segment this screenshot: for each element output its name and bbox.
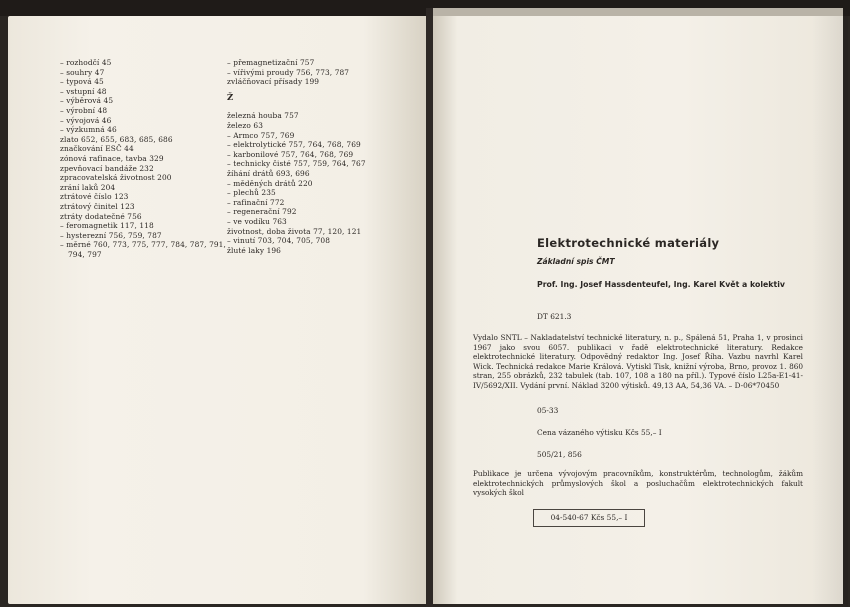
index-entry: – vířivými proudy 756, 773, 787 (227, 67, 350, 77)
index-entry: 794, 797 (68, 249, 102, 259)
index-entry: – přemagnetizační 757 (227, 58, 315, 67)
catalog-code: 05-33 (537, 406, 559, 415)
index-entry: – ve vodíku 763 (227, 216, 287, 226)
index-entry: značkování ESČ 44 (60, 144, 134, 154)
price-line: Cena vázaného výtisku Kčs 55,– I (537, 428, 662, 437)
book-gutter (426, 8, 433, 607)
index-group-zh (227, 111, 412, 255)
index-group-z (227, 58, 412, 87)
index-entry: – souhry 47 (60, 67, 105, 77)
index-entry: životnost, doba života 77, 120, 121 (227, 226, 362, 236)
index-entry: zpevňovací bandáže 232 (60, 163, 154, 173)
imprint-paragraph: Vydalo SNTL – Nakladatelství technické literatury, n. p., Spálená 51, Praha 1, v prosinci 1967 jako svou 6057. publikaci v řadě elektrotechnické literatury. Redakce elektrotechnické literatury. Odpovědný redaktor Ing. Josef Říha. Vazbu navrhl Karel Wick. Technická redakce Marie Králová. Vytiskl Tisk, knižní výroba, Brno, provoz 1. 860 stran, 255 obrázků, 232 tabulek (tab. 107, 108 a 180 na příl.). Typové číslo L25a-E1-41-IV/5692/XII. Vydání první. Náklad 3200 výtisků. 49,13 AA, 54,36 VA. – D-06*70450 (473, 333, 803, 390)
index-entry: – výzkumná 46 (60, 125, 117, 135)
index-entry: – feromagnetik 117, 118 (60, 221, 154, 231)
index-entry: ztráty dodatečné 756 (60, 211, 142, 221)
index-entry: železná houba 757 (227, 111, 299, 121)
index-entry: – technicky čisté 757, 759, 764, 767 (227, 159, 366, 169)
index-section-letter: Ž (227, 92, 234, 103)
price-box: 04-540-67 Kčs 55,– I (533, 509, 645, 527)
index-entry: – karbonilové 757, 764, 768, 769 (227, 149, 354, 159)
index-entry: zlato 652, 655, 683, 685, 686 (60, 134, 173, 144)
audience-paragraph: Publikace je určena vývojovým pracovníkům, konstruktérům, technologům, žákům elektrotechnických průmyslových škol a posluchačům elektrotechnických fakult vysokých škol (473, 469, 803, 497)
index-entry: – rozhodčí 45 (60, 58, 112, 67)
book-subtitle: Základní spis ČMT (537, 257, 615, 266)
index-entry: žluté laky 196 (227, 245, 281, 255)
dt-classification: DT 621.3 (537, 312, 572, 321)
index-entry: – regenerační 792 (227, 207, 297, 217)
page-edge-shadow (812, 16, 848, 607)
index-entry: ztrátový činitel 123 (60, 201, 135, 211)
index-entry: žíhání drátů 693, 696 (227, 168, 310, 178)
book-title: Elektrotechnické materiály (537, 236, 720, 250)
index-entry: zpracovatelská životnost 200 (60, 173, 172, 183)
index-entry: – měděných drátů 220 (227, 178, 313, 188)
index-entry: – výrobní 48 (60, 105, 108, 115)
index-entry: – rafinační 772 (227, 197, 285, 207)
index-entry: – elektrolytické 757, 764, 768, 769 (227, 140, 361, 150)
catalog-code-secondary: 505/21, 856 (537, 450, 582, 459)
index-entry: zónová rafinace, tavba 329 (60, 153, 164, 163)
index-entry: zrání laků 204 (60, 182, 116, 192)
index-entry: – typová 45 (60, 77, 104, 87)
index-entry: ztrátové číslo 123 (60, 192, 129, 202)
index-column-right (227, 58, 412, 255)
index-entry: – vývojová 46 (60, 115, 112, 125)
index-column-left (60, 58, 230, 259)
index-entry: – vinutí 703, 704, 705, 708 (227, 236, 331, 246)
authors: Prof. Ing. Josef Hassdenteufel, Ing. Karel Květ a kolektiv (537, 280, 785, 289)
index-entry: – výběrová 45 (60, 96, 114, 106)
index-entry: – vstupní 48 (60, 86, 107, 96)
index-entry: – hysterezní 756, 759, 787 (60, 230, 162, 240)
index-entry: zvláčňovací přísady 199 (227, 77, 320, 87)
index-entry: – plechů 235 (227, 188, 276, 198)
index-entry: – Armco 757, 769 (227, 130, 295, 140)
index-entry: železo 63 (227, 120, 264, 130)
index-entry: – měrné 760, 773, 775, 777, 784, 787, 791, (60, 240, 226, 250)
